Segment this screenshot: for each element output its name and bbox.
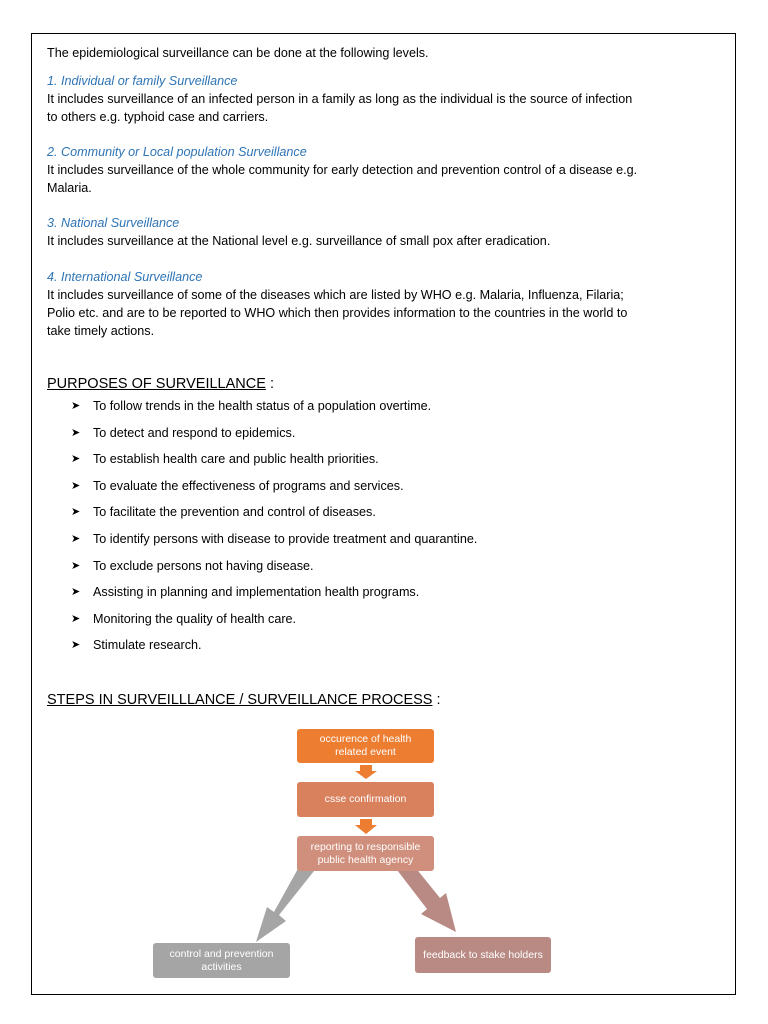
arrowhead-bullet-icon: ➤ (71, 533, 81, 545)
steps-heading-text: STEPS IN SURVEILLLANCE / SURVEILLANCE PROCESS (47, 692, 433, 708)
purpose-item-text: Stimulate research. (93, 638, 202, 652)
level-4-line-3: take timely actions. (47, 324, 155, 338)
level-4-title: 4. International Surveillance (47, 270, 203, 284)
purposes-heading-text: PURPOSES OF SURVEILLANCE (47, 376, 266, 392)
arrowhead-bullet-icon: ➤ (71, 639, 81, 651)
intro-text: The epidemiological surveillance can be done at the following levels. (47, 46, 429, 60)
down-arrow-icon (355, 819, 377, 834)
level-2-line-2: Malaria. (47, 181, 92, 195)
arrowhead-bullet-icon: ➤ (71, 586, 81, 598)
control-box (153, 943, 290, 978)
level-1-title: 1. Individual or family Surveillance (47, 74, 238, 88)
reporting-box-label: reporting to responsible public health agency (310, 840, 421, 866)
arrowhead-bullet-icon: ➤ (71, 427, 81, 439)
purpose-item-text: To evaluate the effectiveness of programs and services. (93, 479, 404, 493)
level-1-line-1: It includes surveillance of an infected person in a family as long as the individual is the source of infection (47, 92, 633, 106)
purpose-item-text: To exclude persons not having disease. (93, 559, 314, 573)
arrowhead-bullet-icon: ➤ (71, 480, 81, 492)
purpose-item-text: To establish health care and public health priorities. (93, 452, 379, 466)
arrowhead-bullet-icon: ➤ (71, 560, 81, 572)
level-4-line-2: Polio etc. and are to be reported to WHO which then provides information to the countries in the world to (47, 306, 628, 320)
feedback-box-label: feedback to stake holders (423, 948, 543, 961)
control-box-label: control and prevention activities (169, 947, 274, 973)
reporting-box (297, 836, 434, 871)
arrowhead-bullet-icon: ➤ (71, 453, 81, 465)
steps-heading-suffix: : (432, 692, 441, 708)
confirmation-box (297, 782, 434, 817)
level-3-line-1: It includes surveillance at the National level e.g. surveillance of small pox after eradication. (47, 234, 551, 248)
purpose-item-text: To facilitate the prevention and control of diseases. (93, 505, 376, 519)
down-arrow-icon (355, 765, 377, 779)
level-4-line-1: It includes surveillance of some of the diseases which are listed by WHO e.g. Malaria, Influenza, Filaria; (47, 288, 624, 302)
purpose-item-text: Monitoring the quality of health care. (93, 612, 297, 626)
level-1-line-2: to others e.g. typhoid case and carriers. (47, 110, 269, 124)
level-2-title: 2. Community or Local population Surveillance (47, 145, 307, 159)
arrowhead-bullet-icon: ➤ (71, 506, 81, 518)
purpose-item-text: To follow trends in the health status of a population overtime. (93, 399, 432, 413)
purposes-heading-suffix: : (265, 376, 274, 392)
arrowhead-bullet-icon: ➤ (71, 400, 81, 412)
arrowhead-bullet-icon: ➤ (71, 613, 81, 625)
occurrence-box (297, 729, 434, 763)
level-3-title: 3. National Surveillance (47, 216, 180, 230)
level-2-line-1: It includes surveillance of the whole community for early detection and prevention control of a disease e.g. (47, 163, 638, 177)
purpose-item-text: To detect and respond to epidemics. (93, 426, 296, 440)
purpose-item-text: To identify persons with disease to provide treatment and quarantine. (93, 532, 478, 546)
occurrence-box-label: occurence of health related event (319, 733, 412, 758)
purpose-item-text: Assisting in planning and implementation health programs. (93, 585, 420, 599)
feedback-box (415, 937, 551, 973)
confirmation-box-label: csse confirmation (324, 793, 407, 805)
